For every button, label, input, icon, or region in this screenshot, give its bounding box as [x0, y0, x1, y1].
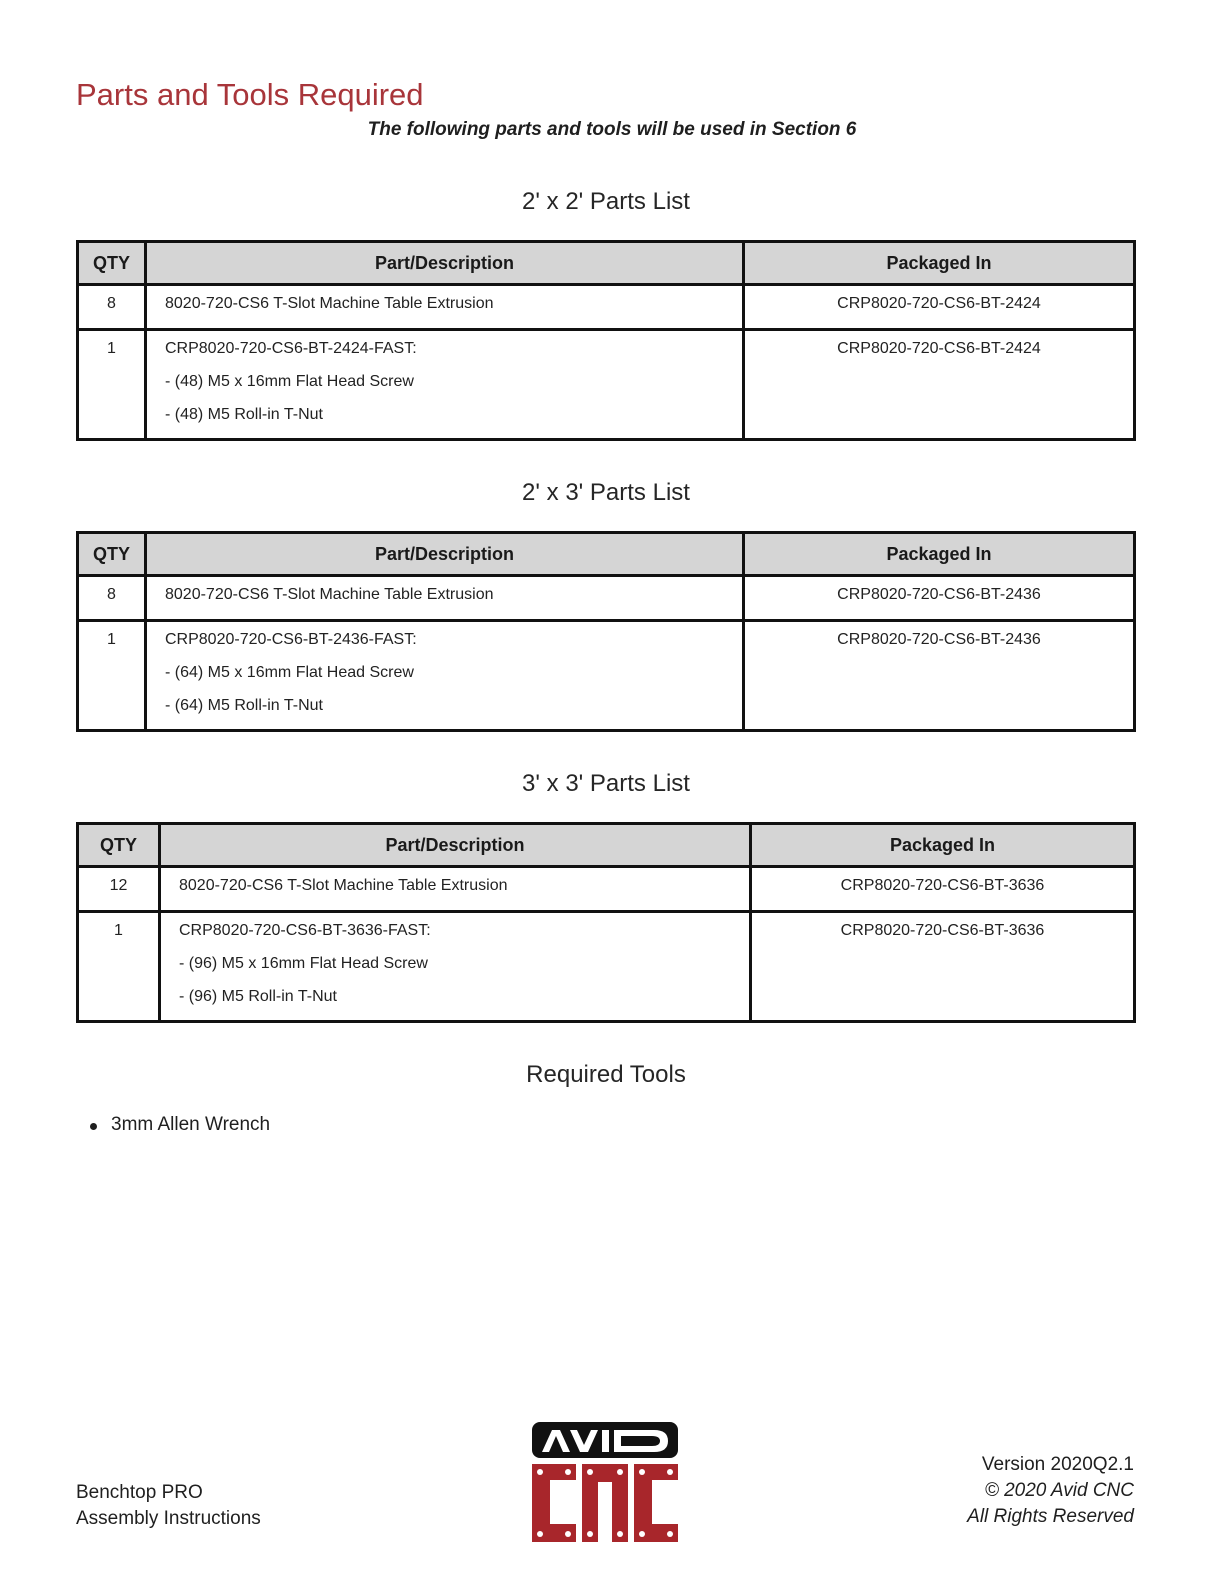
description-header: Part/Description — [160, 824, 751, 867]
version-label: Version 2020Q2.1 — [981, 1454, 1134, 1475]
table-header-row — [78, 242, 1135, 285]
description-cell — [146, 576, 744, 621]
tools-list — [111, 1114, 270, 1136]
qty-header: QTY — [78, 824, 160, 867]
table-row — [78, 912, 1135, 1022]
rights-label: All Rights Reserved — [967, 1506, 1134, 1527]
page-subtitle: The following parts and tools will be used in Section 6 — [367, 119, 857, 140]
list-item: 3mm Allen Wrench — [111, 1114, 271, 1135]
document-type: Assembly Instructions — [76, 1508, 261, 1529]
packaged-header: Packaged In — [751, 824, 1135, 867]
parts-list-heading: 2' x 2' Parts List — [522, 188, 690, 215]
table-header-row — [78, 824, 1135, 867]
packaged-cell: CRP8020-720-CS6-BT-2424 — [744, 285, 1135, 330]
packaged-cell: CRP8020-720-CS6-BT-3636 — [751, 867, 1135, 912]
packaged-header: Packaged In — [744, 242, 1135, 285]
description-line: CRP8020-720-CS6-BT-3636-FAST: — [179, 922, 431, 939]
description-line: CRP8020-720-CS6-BT-2436-FAST: — [165, 631, 417, 648]
packaged-cell: CRP8020-720-CS6-BT-2424 — [744, 330, 1135, 440]
parts-table — [76, 240, 1136, 441]
copyright-label: © 2020 Avid CNC — [984, 1480, 1134, 1501]
description-line: - (64) M5 x 16mm Flat Head Screw — [165, 664, 414, 681]
description-line: 8020-720-CS6 T-Slot Machine Table Extrusion — [165, 295, 494, 312]
table-header-row — [78, 533, 1135, 576]
table-row — [78, 621, 1135, 731]
page-title: Parts and Tools Required — [76, 76, 424, 112]
description-cell — [146, 621, 744, 731]
parts-list-heading: 3' x 3' Parts List — [522, 770, 690, 797]
description-line: 8020-720-CS6 T-Slot Machine Table Extrusion — [179, 877, 508, 894]
qty-cell: 8 — [78, 576, 146, 621]
product-name: Benchtop PRO — [76, 1482, 203, 1503]
description-line: - (96) M5 x 16mm Flat Head Screw — [179, 955, 428, 972]
description-cell — [160, 912, 751, 1022]
qty-header: QTY — [78, 242, 146, 285]
description-header: Part/Description — [146, 242, 744, 285]
qty-header: QTY — [78, 533, 146, 576]
description-line: - (64) M5 Roll-in T-Nut — [165, 697, 323, 714]
qty-cell: 1 — [78, 912, 160, 1022]
avid-cnc-logo — [530, 1420, 680, 1545]
packaged-cell: CRP8020-720-CS6-BT-2436 — [744, 621, 1135, 731]
table-row — [78, 330, 1135, 440]
table-row — [78, 867, 1135, 912]
qty-cell: 1 — [78, 330, 146, 440]
description-line: 8020-720-CS6 T-Slot Machine Table Extrusion — [165, 586, 494, 603]
packaged-header: Packaged In — [744, 533, 1135, 576]
table-row — [78, 576, 1135, 621]
description-line: CRP8020-720-CS6-BT-2424-FAST: — [165, 340, 417, 357]
footer-right — [967, 1452, 1134, 1530]
packaged-cell: CRP8020-720-CS6-BT-3636 — [751, 912, 1135, 1022]
qty-cell: 12 — [78, 867, 160, 912]
avid-logo-top — [532, 1422, 678, 1458]
footer-left — [76, 1480, 261, 1532]
parts-table — [76, 531, 1136, 732]
description-cell — [160, 867, 751, 912]
cnc-logo-bottom — [532, 1464, 678, 1542]
parts-list-heading: 2' x 3' Parts List — [522, 479, 690, 506]
description-header: Part/Description — [146, 533, 744, 576]
description-cell — [146, 285, 744, 330]
qty-cell: 8 — [78, 285, 146, 330]
packaged-cell: CRP8020-720-CS6-BT-2436 — [744, 576, 1135, 621]
qty-cell: 1 — [78, 621, 146, 731]
description-cell — [146, 330, 744, 440]
description-line: - (96) M5 Roll-in T-Nut — [179, 988, 337, 1005]
parts-table — [76, 822, 1136, 1023]
description-line: - (48) M5 Roll-in T-Nut — [165, 406, 323, 423]
table-row — [78, 285, 1135, 330]
description-line: - (48) M5 x 16mm Flat Head Screw — [165, 373, 414, 390]
tools-heading: Required Tools — [526, 1061, 686, 1088]
